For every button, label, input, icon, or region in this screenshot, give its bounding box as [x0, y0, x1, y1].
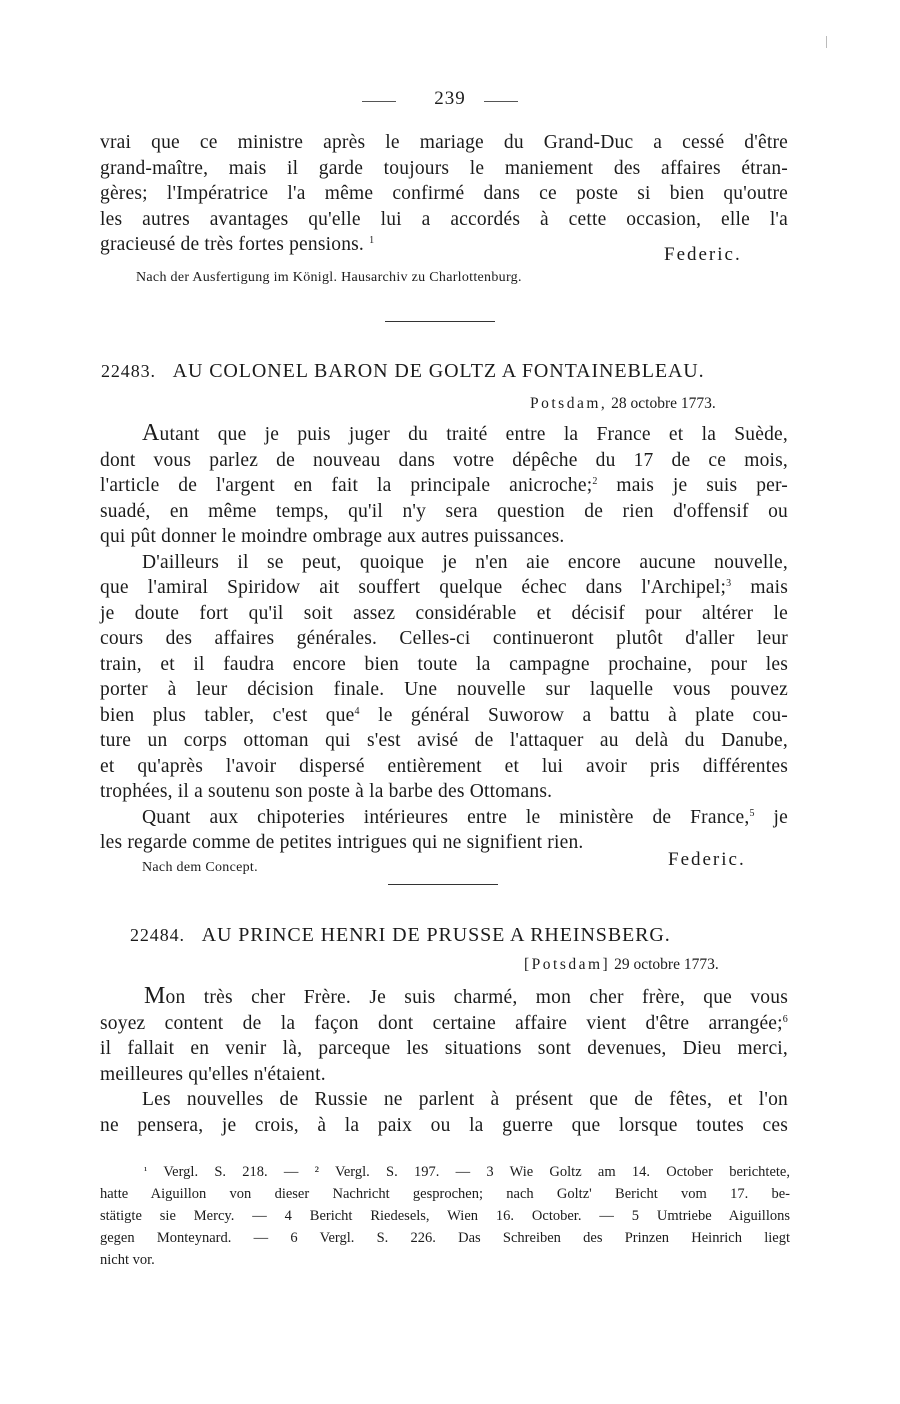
letter-title: AU PRINCE HENRI DE PRUSSE A RHEINSBERG. [201, 924, 671, 946]
text-line-content: je [773, 806, 788, 828]
footnote-ref: 2 [592, 476, 598, 487]
letter-title: AU COLONEL BARON DE GOLTZ A FONTAINEBLEAU. [172, 360, 705, 382]
text-line-content: soyez content de la façon dont certaine affaire vient d'être arrangée; [100, 1012, 783, 1034]
footnote-mark: ¹ [144, 1165, 148, 1177]
initial-letter: A [142, 420, 160, 446]
footnote-line: hatte Aiguillon von dieser Nachricht gesprochen; nach Goltz' Bericht vom 17. be- [100, 1186, 790, 1202]
text-line: D'ailleurs il se peut, quoique je n'en aie encore aucune nouvelle, [142, 551, 788, 573]
section-divider [388, 884, 498, 885]
text-line [100, 703, 788, 729]
letter-dateline [524, 956, 719, 974]
initial-letter: M [144, 983, 166, 1009]
page-number: 239 [434, 88, 466, 109]
letter-heading [101, 360, 705, 383]
text-line-content: l'article de l'argent en fait la principale anicroche; [100, 475, 593, 496]
text-line: ture un corps ottoman qui s'est avisé de l'attaquer au delà du Danube, [100, 730, 788, 751]
footnote-ref: 4 [354, 705, 360, 717]
text-line: cours des affaires générales. Celles-ci continueront plutôt d'aller leur [100, 628, 788, 649]
footnote-line: stätigte sie Mercy. — 4 Bericht Riedesels, Wien 16. October. — 5 Umtriebe Aiguillons [100, 1208, 790, 1224]
text-line: les regarde comme de petites intrigues qui ne signifient rien. [100, 832, 584, 853]
letter-place: [Potsdam] [524, 956, 611, 973]
text-line [100, 805, 788, 831]
text-line: gères; l'Impératrice l'a même confirmé dans ce poste si bien qu'outre [100, 183, 788, 204]
footnote-line [100, 1160, 790, 1183]
text-line: vrai que ce ministre après le mariage du Grand-Duc a cessé d'être [100, 132, 788, 153]
text-line: train, et il faudra encore bien toute la campagne prochaine, pour les [100, 653, 788, 675]
page-number-dash-left [362, 101, 396, 102]
letter-body [100, 984, 788, 1138]
text-line-content: que l'amiral Spiridow ait souffert quelque échec dans l'Archipel; [100, 577, 727, 598]
footnotes [100, 1160, 790, 1271]
text-line [100, 1011, 788, 1037]
text-line: je doute fort qu'il soit assez considérable et décisif pour altérer le [100, 602, 788, 624]
signature: Federic. [668, 849, 746, 870]
letter-number: 22484. [130, 925, 185, 945]
letter-dateline [530, 395, 716, 413]
footnote-ref: 3 [726, 578, 732, 589]
signature: Federic. [664, 244, 742, 265]
footnote-ref: 5 [749, 807, 755, 819]
text-line-content: utant que je puis juger du traité entre la France et la Suède, [159, 424, 788, 445]
page-number-dash-right [484, 101, 518, 102]
letter-number: 22483. [101, 361, 156, 381]
text-line: les autres avantages qu'elle lui a accordés à cette occasion, elle l'a [100, 208, 788, 230]
text-line: grand-maître, mais il garde toujours le maniement des affaires étran- [100, 157, 788, 179]
page-edge-mark [826, 36, 827, 48]
text-line-content: Quant aux chipoteries intérieures entre le ministère de France, [142, 806, 750, 828]
text-line: ne pensera, je crois, à la paix ou la guerre que lorsque toutes ces [100, 1114, 788, 1136]
text-line: suadé, en même temps, qu'il n'y sera question de rien d'offensif ou [100, 500, 788, 522]
text-line [100, 421, 788, 448]
text-line: et qu'après l'avoir dispersé entièrement et lui avoir pris différentes [100, 755, 788, 777]
text-line-content: bien plus tabler, c'est que [100, 704, 355, 726]
footnote-line: nicht vor. [100, 1252, 155, 1268]
letter-date: 28 octobre 1773. [611, 395, 716, 412]
text-line-content: on très cher Frère. Je suis charmé, mon cher frère, que vous [165, 987, 788, 1008]
text-line [100, 473, 788, 499]
source-note: Nach dem Concept. [142, 860, 258, 875]
text-line: Les nouvelles de Russie ne parlent à présent que de fêtes, et l'on [142, 1089, 788, 1110]
text-line [100, 575, 788, 601]
text-line: trophées, il a soutenu son poste à la barbe des Ottomans. [100, 781, 553, 802]
text-line: porter à leur décision finale. Une nouvelle sur laquelle vous pouvez [100, 679, 788, 700]
letter-place: Potsdam, [530, 395, 608, 412]
footnote-text: Vergl. S. 218. — ² Vergl. S. 197. — 3 Wie Goltz am 14. October berichtete, [163, 1164, 790, 1180]
text-line: qui pût donner le moindre ombrage aux autres puissances. [100, 526, 565, 547]
text-line: il fallait en venir là, parceque les situations sont devenues, Dieu merci, [100, 1038, 788, 1059]
text-line-content: mais je suis per- [616, 475, 788, 496]
text-line-content: mais [750, 577, 789, 598]
continued-letter-text [100, 130, 788, 232]
footnote-ref: 1 [369, 235, 375, 246]
text-line: dont vous parlez de nouveau dans votre dépêche du 17 de ce mois, [100, 449, 788, 471]
text-line: meilleures qu'elles n'étaient. [100, 1063, 326, 1085]
section-divider [385, 321, 495, 322]
text-line: gracieusé de très fortes pensions. [100, 234, 365, 255]
letter-heading [130, 924, 671, 947]
letter-body [100, 421, 788, 856]
continued-letter-last-line [100, 232, 600, 258]
source-note: Nach der Ausfertigung im Königl. Hausarchiv zu Charlottenburg. [136, 270, 522, 285]
footnote-ref: 6 [782, 1013, 788, 1025]
text-line-content: le général Suworow a battu à plate cou- [378, 704, 788, 726]
text-line [100, 984, 788, 1011]
letter-date: 29 octobre 1773. [614, 956, 719, 973]
footnote-line: gegen Monteynard. — 6 Vergl. S. 226. Das Schreiben des Prinzen Heinrich liegt [100, 1230, 790, 1246]
